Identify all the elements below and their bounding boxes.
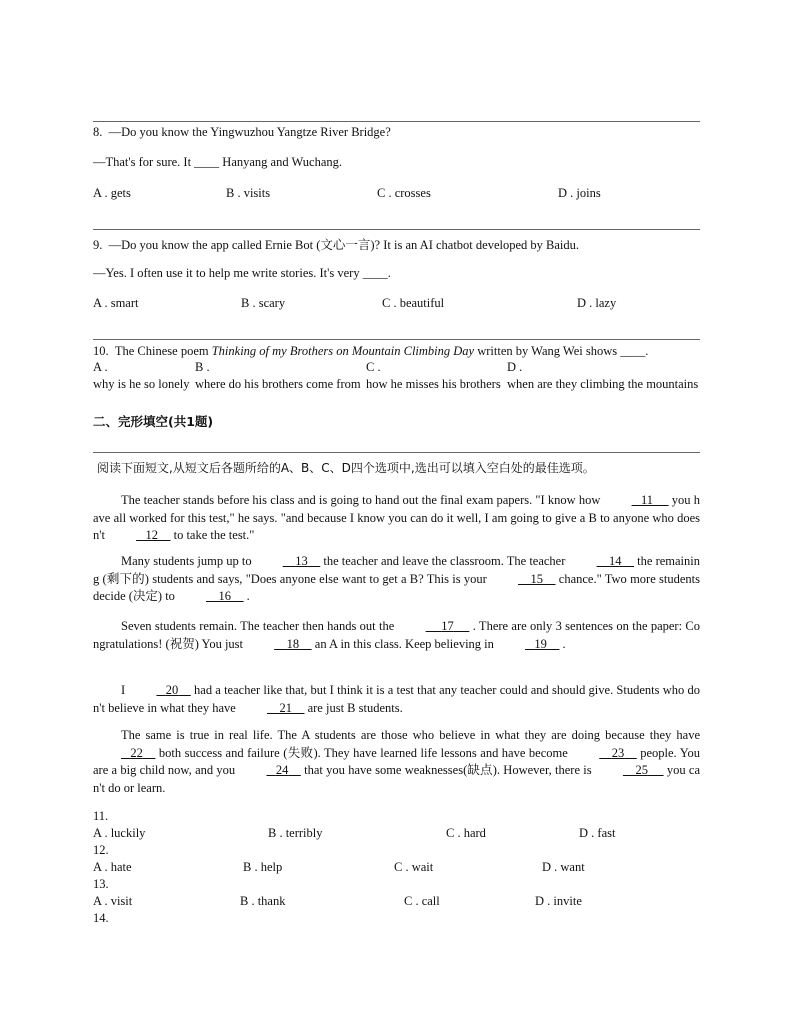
- passage-text: to take the test.": [170, 528, 255, 542]
- question-9-options: [93, 296, 700, 312]
- passage-text: . There are only 3 sentences on the paper: Congratulations! (祝贺) You just: [93, 619, 700, 651]
- blank-19: [497, 636, 559, 654]
- passage-text: you can't do or learn.: [93, 763, 700, 795]
- option-d[interactable]: D . joins: [558, 186, 601, 200]
- option-a[interactable]: A . gets: [93, 186, 131, 200]
- blank-number: 25: [635, 763, 648, 777]
- option-b[interactable]: B . scary: [241, 296, 286, 310]
- mc-options-11: [93, 826, 700, 842]
- mc-number-13: 13.: [93, 877, 109, 891]
- passage-paragraph-4: [93, 682, 700, 717]
- question-text: —Do you know the Yingwuzhou Yangtze River Bridge?: [108, 125, 391, 139]
- option-a[interactable]: A . hate: [93, 860, 132, 874]
- passage-paragraph-1: [93, 492, 700, 545]
- option-a[interactable]: A . smart: [93, 296, 139, 310]
- option-c[interactable]: C . call: [404, 894, 440, 908]
- option-c[interactable]: C . wait: [394, 860, 434, 874]
- passage-text: Many students jump up to: [121, 554, 255, 568]
- divider: [93, 229, 700, 230]
- blank-number: 15: [530, 571, 544, 586]
- blank-17: [398, 618, 470, 636]
- option-b[interactable]: B . terribly: [268, 826, 323, 840]
- option-d[interactable]: when are they climbing the mountains: [507, 377, 699, 391]
- blank-number: 23: [611, 745, 625, 760]
- blank-23: [571, 745, 637, 763]
- section-heading: 二、完形填空(共1题): [93, 414, 214, 429]
- passage-paragraph-3: [93, 618, 700, 653]
- question-number: 9.: [93, 238, 103, 252]
- question-number: 10.: [93, 344, 109, 358]
- blank-number: 12: [145, 528, 158, 542]
- passage-text: chance." Two more students decide (决定) to: [93, 571, 700, 603]
- mc-options-12: [93, 860, 700, 876]
- passage-text: I: [121, 683, 129, 697]
- option-c[interactable]: how he misses his brothers: [366, 377, 501, 391]
- option-d[interactable]: D . fast: [579, 826, 616, 840]
- blank-16: [178, 588, 244, 606]
- passage-text: the teacher and leave the classroom. The teacher: [320, 554, 569, 568]
- passage-text: you have all worked for this test," he says. "and because I know you can do it well, I am going to give a B to anyone who doesn't: [93, 493, 700, 542]
- blank-number: 17: [441, 619, 454, 633]
- mc-number-14: 14.: [93, 911, 109, 925]
- question-8-line2: —That's for sure. It ____ Hanyang and Wuchang.: [93, 155, 343, 169]
- blank-22: [93, 745, 155, 763]
- option-a[interactable]: A . luckily: [93, 826, 146, 840]
- question-text: —Do you know the app called Ernie Bot (文心一言)? It is an AI chatbot developed by Baidu.: [108, 238, 580, 252]
- blank-15: [490, 571, 556, 589]
- question-9-line2: —Yes. I often use it to help me write stories. It's very ____.: [93, 266, 391, 280]
- passage-paragraph-2: [93, 553, 700, 606]
- blank-number: 16: [218, 589, 232, 603]
- section-instruction: 阅读下面短文,从短文后各题所给的A、B、C、D四个选项中,选出可以填入空白处的最佳选项。: [97, 461, 595, 475]
- blank-number: 22: [130, 745, 143, 760]
- passage-text: people. You are a big child now, and you: [93, 745, 700, 777]
- blank-number: 18: [286, 636, 300, 651]
- blank-number: 11: [640, 493, 653, 507]
- passage-text: The teacher stands before his class and is going to hand out the final exam papers. "I know how: [121, 493, 604, 507]
- blank-18: [246, 636, 312, 654]
- passage-text: are just B students.: [304, 700, 403, 715]
- option-letter-d: D .: [507, 360, 523, 374]
- option-d[interactable]: D . invite: [535, 894, 582, 908]
- blank-number: 20: [165, 683, 179, 697]
- passage-text: Seven students remain. The teacher then hands out the: [121, 619, 398, 633]
- blank-11: [604, 492, 669, 510]
- mc-number-12: 12.: [93, 843, 109, 857]
- question-8-stem: [93, 125, 391, 140]
- option-d[interactable]: D . lazy: [577, 296, 617, 310]
- option-d[interactable]: D . want: [542, 860, 585, 874]
- blank-number: 13: [295, 554, 308, 568]
- option-b[interactable]: B . visits: [226, 186, 271, 200]
- blank-number: 14: [609, 554, 622, 568]
- passage-text: .: [559, 636, 566, 651]
- blank-14: [569, 553, 635, 571]
- divider: [93, 121, 700, 122]
- option-c[interactable]: C . hard: [446, 826, 486, 840]
- passage-text: The same is true in real life. The A students are those who believe in what they are doing because they have: [121, 728, 700, 742]
- blank-20: [128, 682, 190, 700]
- divider: [93, 452, 700, 453]
- option-b[interactable]: where do his brothers come from: [195, 377, 361, 391]
- stem-text: The Chinese poem: [114, 344, 209, 358]
- option-c[interactable]: C . beautiful: [382, 296, 445, 310]
- option-letter-b: B .: [195, 360, 210, 374]
- passage-text: that you have some weaknesses(缺点). However, there is: [300, 763, 595, 777]
- blank-12: [108, 527, 170, 545]
- option-letter-a: A .: [93, 360, 108, 374]
- passage-text: an A in this class. Keep believing in: [311, 636, 498, 651]
- question-9-stem: [93, 235, 579, 253]
- stem-text: written by Wang Wei shows ____.: [477, 344, 649, 358]
- blank-13: [255, 553, 321, 571]
- blank-24: [238, 762, 300, 780]
- passage-text: .: [243, 589, 250, 603]
- option-a[interactable]: A . visit: [93, 894, 133, 908]
- passage-text: both success and failure (失败). They have learned life lessons and have become: [155, 745, 572, 760]
- passage-text: the remaining (剩下的) students and says, "Does anyone else want to get a B? This is your: [93, 554, 700, 586]
- blank-25: [595, 762, 664, 780]
- option-c[interactable]: C . crosses: [377, 186, 431, 200]
- question-8-options: [93, 186, 700, 202]
- divider: [93, 339, 700, 340]
- question-10-stem: [93, 344, 648, 359]
- blank-21: [239, 700, 305, 718]
- mc-options-13: [93, 894, 700, 910]
- option-a[interactable]: why is he so lonely: [93, 377, 190, 391]
- passage-paragraph-5: [93, 727, 700, 797]
- passage-text: had a teacher like that, but I think it is a test that any teacher could and should give. Students who don't believe in what they have: [93, 683, 700, 715]
- option-b[interactable]: B . help: [243, 860, 283, 874]
- poem-title: Thinking of my Brothers on Mountain Climbing Day: [211, 344, 475, 358]
- option-letter-c: C .: [366, 360, 381, 374]
- blank-number: 21: [279, 700, 292, 715]
- mc-number-11: 11.: [93, 809, 109, 823]
- blank-number: 24: [275, 763, 289, 777]
- option-b[interactable]: B . thank: [240, 894, 286, 908]
- question-number: 8.: [93, 125, 103, 139]
- blank-number: 19: [534, 636, 547, 651]
